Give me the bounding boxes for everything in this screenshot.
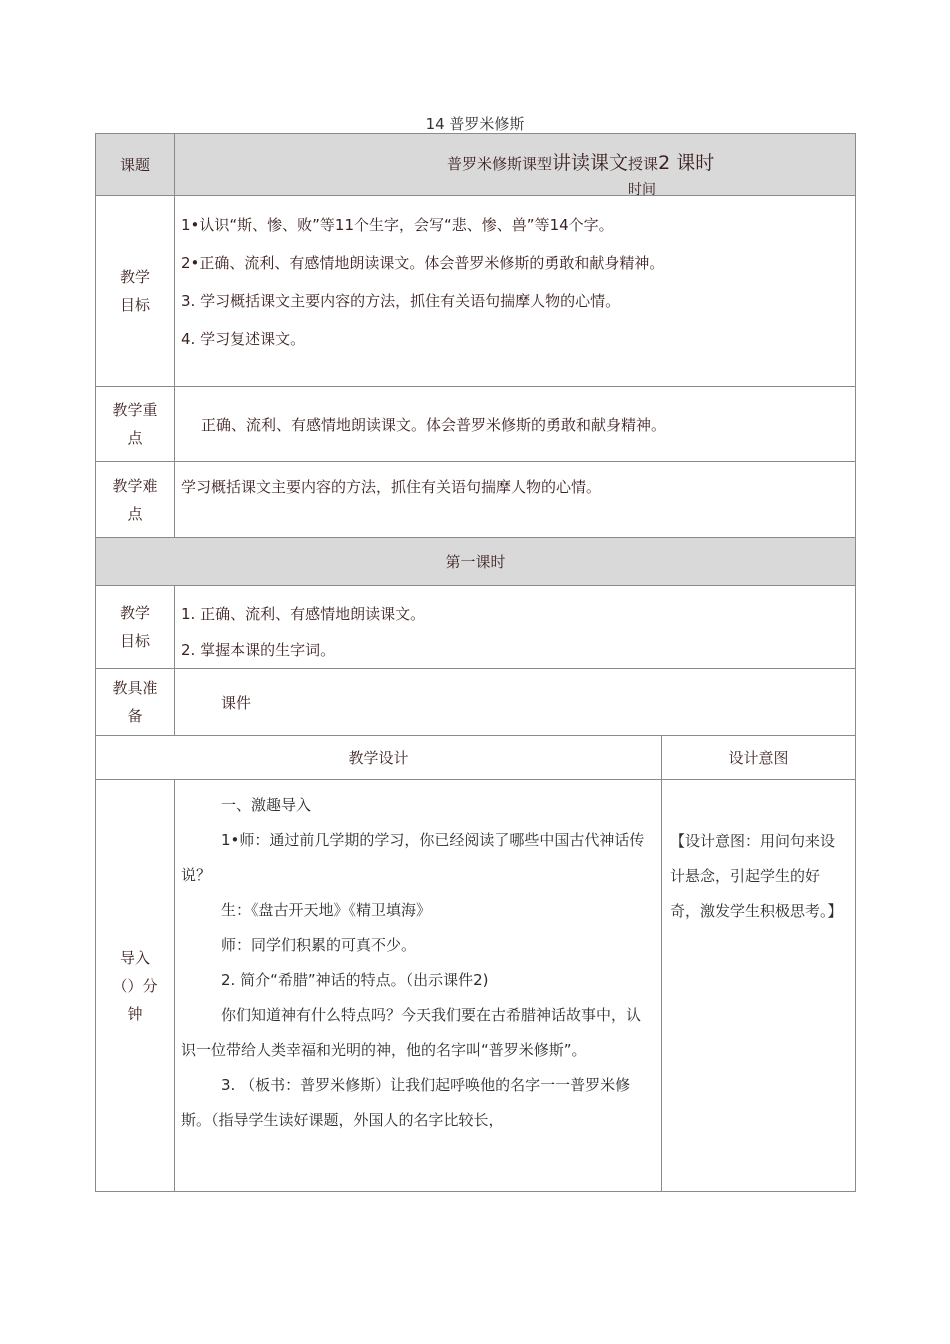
key-points-row: [96, 387, 856, 462]
lesson1-heading: 第一课时: [96, 538, 856, 586]
lesson1-goal-item: 1. 正确、流利、有感情地朗读课文。: [181, 605, 426, 623]
tools-label: [96, 669, 175, 736]
difficulties-row: [96, 462, 856, 538]
lesson1-goals-row: [96, 586, 856, 669]
key-points-text: 正确、流利、有感情地朗读课文。体会普罗米修斯的勇敢和献身精神。: [175, 387, 856, 462]
goals-content: [175, 196, 856, 387]
intent-head: 设计意图: [662, 736, 856, 780]
tools-label-text: 教具准备: [112, 679, 158, 725]
hours-value: 2 课时: [658, 152, 715, 174]
lesson1-goals-content: [175, 586, 856, 669]
design-paragraph: 1•师：通过前几学期的学习，你已经阅读了哪些中国古代神话传说？: [181, 831, 645, 884]
header-main: [447, 148, 714, 175]
lesson1-heading-row: [96, 538, 856, 586]
key-points-label-text: 教学重点: [112, 401, 158, 447]
difficulties-text: 学习概括课文主要内容的方法，抓住有关语句揣摩人物的心情。: [175, 462, 856, 538]
design-head-row: [96, 736, 856, 780]
tools-text: 课件: [175, 669, 856, 736]
type-value: 讲读课文: [552, 152, 629, 174]
design-paragraph: 生：《盘古开天地》《精卫填海》: [221, 901, 432, 919]
goals-label-text: 教学目标: [119, 268, 150, 314]
lesson1-goals-label-text: 教学目标: [119, 604, 150, 650]
goal-item: 2•正确、流利、有感情地朗读课文。体会普罗米修斯的勇敢和献身精神。: [181, 254, 665, 272]
tools-row: [96, 669, 856, 736]
intent-content: [662, 780, 856, 1192]
stage-label-line: 导入: [119, 948, 150, 967]
page-title: 14 普罗米修斯: [425, 115, 525, 133]
key-points-label: [96, 387, 175, 462]
header-info: [175, 134, 856, 196]
hours-sub-label: 时间: [628, 182, 656, 198]
goal-item: 1•认识“斯、惨、败”等11个生字，会写“悲、惨、兽”等14个字。: [181, 216, 614, 234]
intro-stage-row: [96, 780, 856, 1192]
lesson1-goals-label: [96, 586, 175, 669]
intent-text: 【设计意图：用问句来设计悬念，引起学生的好奇，激发学生积极思考。】: [670, 832, 843, 920]
lesson-plan-table: [95, 133, 856, 1192]
goal-item: 3. 学习概括课文主要内容的方法，抓住有关语句揣摩人物的心情。: [181, 292, 621, 310]
stage-label-line: （）分: [112, 976, 158, 995]
goals-label: [96, 196, 175, 387]
design-paragraph: 2. 简介“希腊”神话的特点。（出示课件2): [221, 971, 489, 989]
design-paragraph: 你们知道神有什么特点吗？今天我们要在古希腊神话故事中，认识一位带给人类幸福和光明的神，他的名字叫“普罗米修斯”。: [181, 1006, 642, 1059]
stage-label: [96, 780, 175, 1192]
difficulties-label: [96, 462, 175, 538]
topic-label: 课题: [96, 134, 175, 196]
goal-item: 4. 学习复述课文。: [181, 330, 306, 348]
design-head: 教学设计: [96, 736, 662, 780]
hours-label: 授课: [628, 155, 659, 173]
lesson1-goal-item: 2. 掌握本课的生字词。: [181, 641, 336, 659]
design-paragraph: 师：同学们积累的可真不少。: [221, 936, 417, 954]
design-paragraph: 3. （板书：普罗米修斯）让我们起呼唤他的名字一一普罗米修斯。（指导学生读好课题，外国人的名字比较长，: [181, 1076, 631, 1129]
topic-value: 普罗米修斯: [447, 155, 523, 173]
stage-label-line: 钟: [127, 1004, 143, 1023]
type-label: 课型: [522, 155, 553, 173]
header-row: [96, 134, 856, 196]
design-content: [175, 780, 662, 1192]
goals-row: [96, 196, 856, 387]
design-paragraph: 一、激趣导入: [221, 796, 312, 814]
difficulties-label-text: 教学难点: [112, 476, 158, 523]
